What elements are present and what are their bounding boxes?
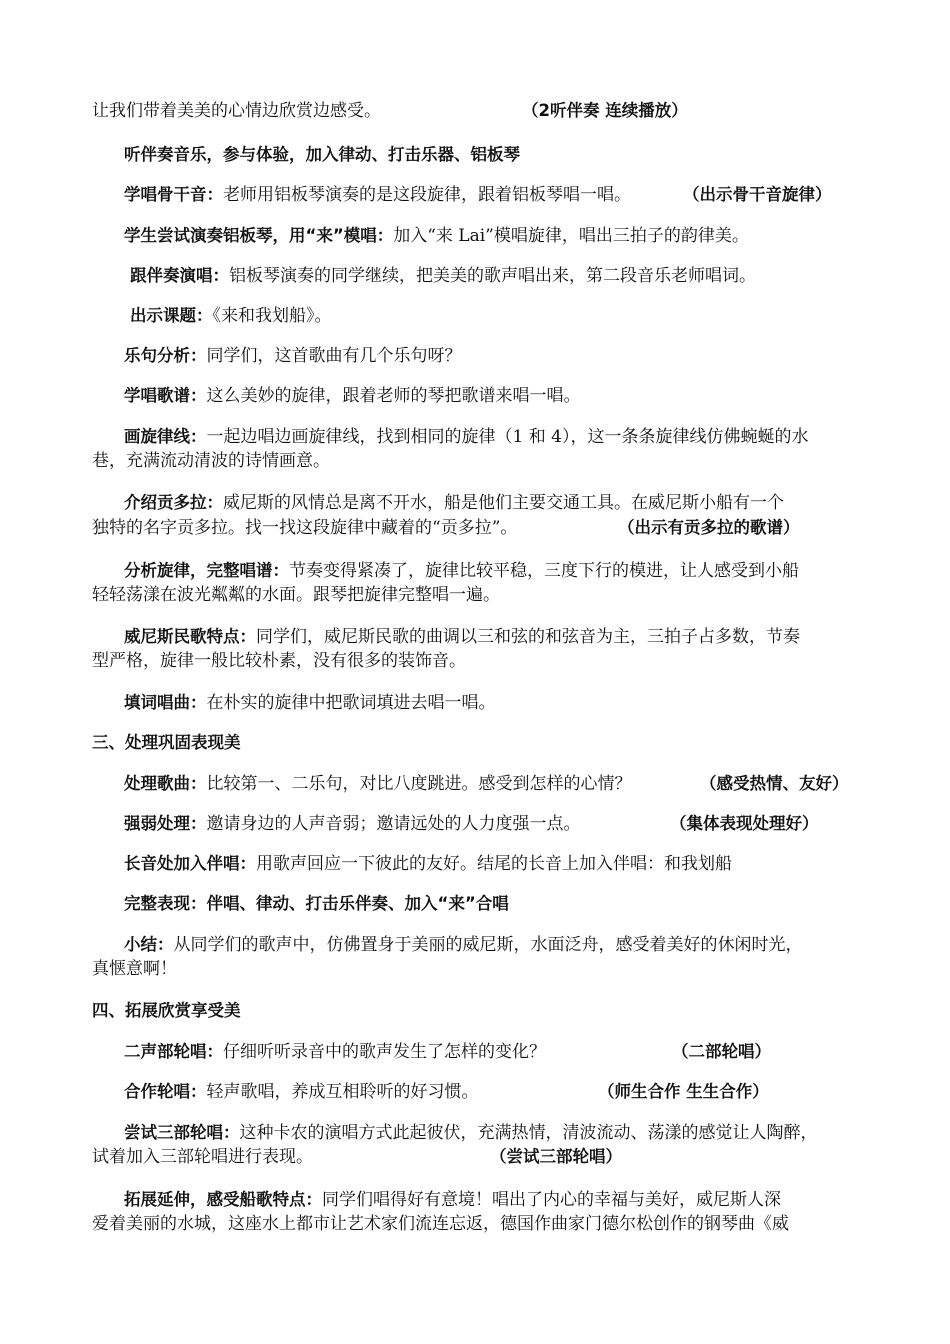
paragraph-text: 爱着美丽的水城，这座水上都市让艺术家们流连忘返，德国作曲家门德尔松创作的钢琴曲《威 [92,1214,789,1234]
paragraph-venice-folk [124,626,864,650]
paragraph-sing-along [130,265,900,289]
activity-note: （二部轮唱） [672,1042,771,1061]
bold-heading: 介绍贡多拉： [124,493,223,512]
bold-heading: 学生尝试演奏铝板琴，用“来”模唱： [124,226,394,245]
section-title: 四、拓展欣赏享受美 [92,1001,241,1020]
paragraph-text: 同学们唱得好有意境！唱出了内心的幸福与美好，威尼斯人深 [322,1190,781,1210]
paragraph-phrase-analysis [124,345,864,369]
paragraph-text: 这种卡农的演唱方式此起彼伏，充满热情，清波流动、荡漾的感觉让人陶醉， [239,1123,818,1143]
bold-heading: 合作轮唱： [124,1082,207,1101]
paragraph-text: 型严格，旋律一般比较朴素，没有很多的装饰音。 [92,651,466,671]
paragraph-text: 仔细听听录音中的歌声发生了怎样的变化？ [223,1042,546,1062]
paragraph-text: 威尼斯的风情总是离不开水，船是他们主要交通工具。在威尼斯小船有一个 [223,493,784,513]
paragraph-analyze-melody [124,560,864,584]
paragraph-text: 铝板琴演奏的同学继续，把美美的歌声唱出来，第二段音乐老师唱词。 [229,266,756,286]
paragraph-three-part-round [124,1122,864,1146]
section-heading-3 [92,732,862,756]
paragraph-show-title [130,305,900,329]
paragraph-text: 轻声歌唱，养成互相聆听的好习惯。 [206,1082,479,1102]
paragraph-melody-line-cont [92,450,862,474]
activity-note: （师生合作 生生合作） [598,1082,769,1101]
paragraph-text: 同学们，这首歌曲有几个乐句呀？ [206,346,462,366]
section-title: 三、处理巩固表现美 [92,733,241,752]
paragraph-text: 比较第一、二乐句，对比八度跳进。感受到怎样的心情？ [206,774,632,794]
paragraph-text: 独特的名字贡多拉。找一找这段旋律中藏着的“贡多拉”。 [92,518,518,538]
paragraph-full-performance [124,893,864,917]
paragraph-text: 邀请身边的人声音弱；邀请远处的人力度强一点。 [206,814,581,834]
bold-heading: 完整表现：伴唱、律动、打击乐伴奏、加入“来”合唱 [124,894,509,913]
bold-heading: 长音处加入伴唱： [124,854,256,873]
paragraph-text: 加入“来 Lai”模唱旋律，唱出三拍子的韵律美。 [393,226,749,246]
bold-heading: 小结： [124,935,174,954]
paragraph-text: 同学们，威尼斯民歌的曲调以三和弦的和弦音为主，三拍子占多数，节奏 [256,627,800,647]
bold-heading: 跟伴奏演唱： [130,266,229,285]
paragraph-sing-score [124,385,864,409]
bold-heading: 画旋律线： [124,427,207,446]
paragraph-text: 试着加入三部轮唱进行表现。 [92,1147,313,1167]
paragraph-text: 真惬意啊！ [92,959,177,979]
paragraph-listen-accompaniment [124,144,864,168]
bold-heading: 学唱骨干音： [124,185,223,204]
paragraph-summary-cont [92,958,862,982]
activity-note: （2听伴奏 连续播放） [522,101,688,120]
bold-heading: 二声部轮唱： [124,1042,223,1061]
paragraph-melody-line [124,426,864,450]
paragraph-fill-lyrics [124,692,864,716]
paragraph-extension-cont [92,1213,862,1237]
paragraph-text: 用歌声回应一下彼此的友好。结尾的长音上加入伴唱：和我划船 [256,854,732,874]
paragraph-analyze-melody-cont [92,584,862,608]
bold-heading: 分析旋律，完整唱谱： [124,561,289,580]
paragraph-gondola [124,492,864,516]
bold-heading: 出示课题： [130,306,213,325]
paragraph-text: 在朴实的旋律中把歌词填进去唱一唱。 [206,693,496,713]
paragraph-text: 巷，充满流动清波的诗情画意。 [92,451,330,471]
activity-note: （出示有贡多拉的歌谱） [618,518,800,537]
paragraph-text: 轻轻荡漾在波光粼粼的水面。跟琴把旋律完整唱一遍。 [92,585,500,605]
paragraph-summary [124,934,864,958]
paragraph-extension [124,1189,864,1213]
activity-note: （尝试三部轮唱） [490,1147,622,1166]
bold-heading: 威尼斯民歌特点： [124,627,256,646]
paragraph-text: 《来和我划船》。 [212,306,332,326]
paragraph-long-note [124,853,864,877]
activity-note: （出示骨干音旋律） [683,185,832,204]
section-heading-4 [92,1000,862,1024]
paragraph-try-play [124,225,864,249]
paragraph-text: 这么美妙的旋律，跟着老师的琴把歌谱来唱一唱。 [206,386,581,406]
bold-heading: 填词唱曲： [124,693,207,712]
bold-heading: 尝试三部轮唱： [124,1123,240,1142]
bold-heading: 拓展延伸，感受船歌特点： [124,1190,322,1209]
activity-note: （感受热情、友好） [700,774,849,793]
bold-heading: 处理歌曲： [124,774,207,793]
activity-note: （集体表现处理好） [670,814,819,833]
paragraph-text: 节奏变得紧凑了，旋律比较平稳，三度下行的模进，让人感受到小船 [289,561,799,581]
paragraph-text: 老师用铝板琴演奏的是这段旋律，跟着铝板琴唱一唱。 [223,185,631,205]
bold-heading: 乐句分析： [124,346,207,365]
paragraph-three-part-round-cont [92,1146,862,1170]
paragraph-text: 从同学们的歌声中，仿佛置身于美丽的威尼斯，水面泛舟，感受着美好的休闲时光， [173,935,803,955]
paragraph-text: 一起边唱边画旋律线，找到相同的旋律（1 和 4），这一条条旋律线仿佛蜿蜒的水 [206,427,809,447]
paragraph-text: 让我们带着美美的心情边欣赏边感受。 [92,101,381,121]
bold-heading: 听伴奏音乐，参与体验，加入律动、打击乐器、铝板琴 [124,145,520,164]
paragraph-intro [92,100,862,124]
bold-heading: 强弱处理： [124,814,207,833]
bold-heading: 学唱歌谱： [124,386,207,405]
paragraph-venice-folk-cont [92,650,862,674]
